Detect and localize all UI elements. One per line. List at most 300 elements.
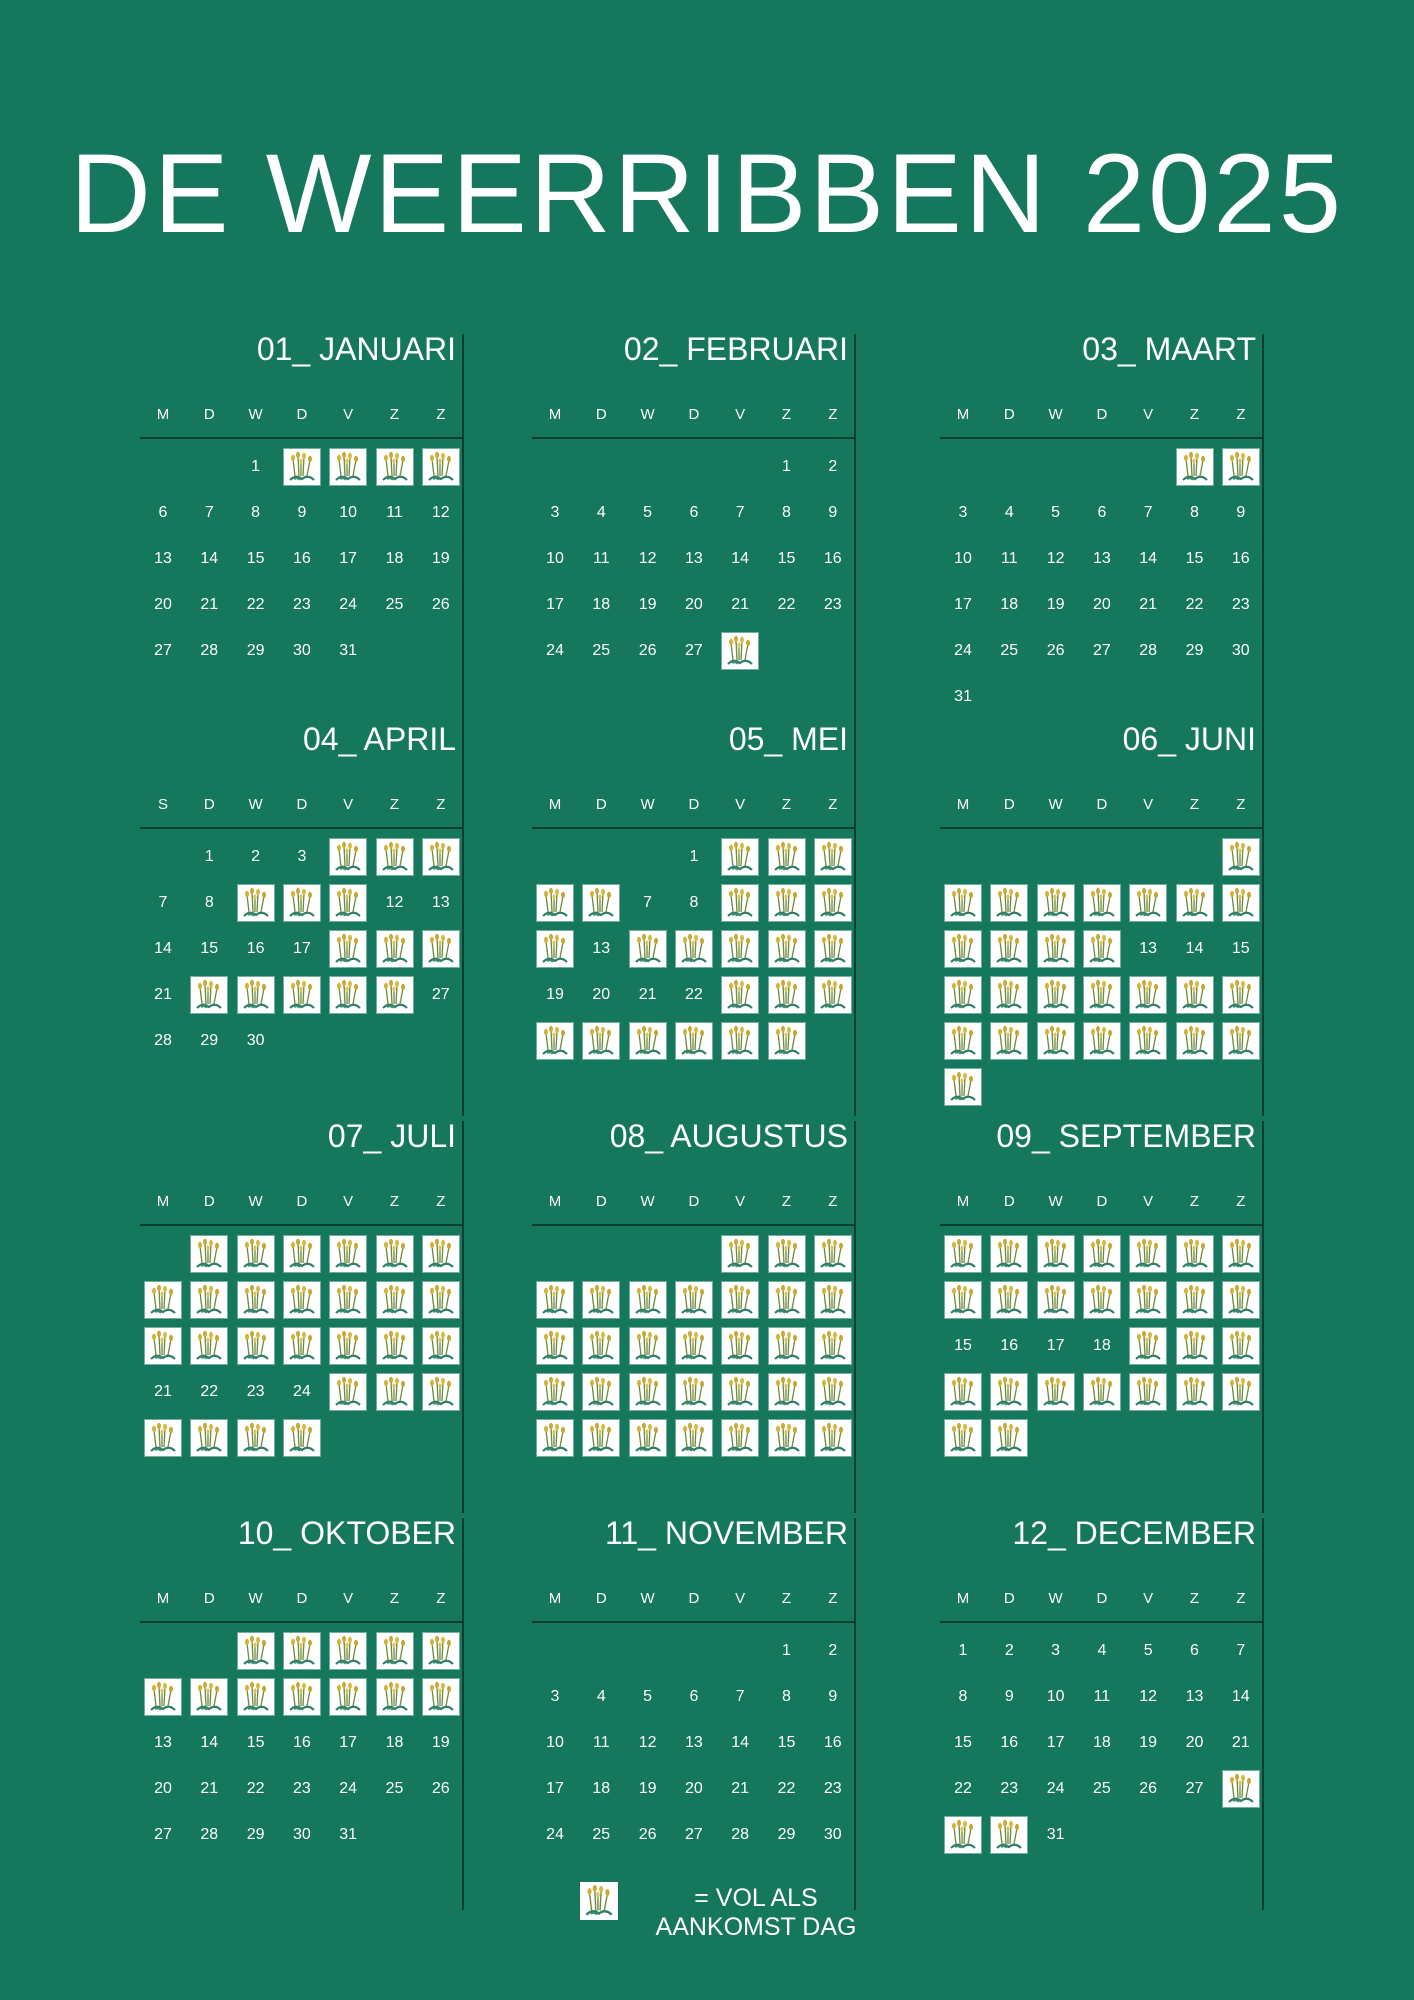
day-17[interactable]: 17 <box>546 596 564 613</box>
day-21[interactable]: 21 <box>200 596 219 613</box>
day-31[interactable]: 31 <box>1046 1826 1065 1843</box>
day-full-5[interactable] <box>372 834 418 880</box>
day-full-7[interactable] <box>1218 1231 1264 1277</box>
day-2[interactable]: 2 <box>1004 1642 1014 1659</box>
day-full-12[interactable] <box>372 1277 418 1323</box>
day-7[interactable]: 7 <box>1143 504 1153 521</box>
day-1[interactable]: 1 <box>958 1642 968 1659</box>
day-full-1[interactable] <box>1172 444 1218 490</box>
day-11[interactable]: 11 <box>1093 1688 1111 1705</box>
day-19[interactable]: 19 <box>431 550 450 567</box>
day-2[interactable]: 2 <box>251 848 261 865</box>
day-17[interactable]: 17 <box>1046 1337 1065 1354</box>
day-20[interactable]: 20 <box>154 596 172 613</box>
day-18[interactable]: 18 <box>385 1734 404 1751</box>
day-full-5[interactable] <box>1079 880 1125 926</box>
day-9[interactable]: 9 <box>1004 1688 1014 1705</box>
day-27[interactable]: 27 <box>684 1826 703 1843</box>
day-28[interactable]: 28 <box>1139 642 1158 659</box>
day-full-27[interactable] <box>418 1369 464 1415</box>
day-full-24[interactable] <box>1033 1369 1079 1415</box>
day-19[interactable]: 19 <box>431 1734 450 1751</box>
day-17[interactable]: 17 <box>546 1780 564 1797</box>
day-full-29[interactable] <box>717 1415 763 1461</box>
day-full-30[interactable] <box>233 1415 279 1461</box>
day-full-26[interactable] <box>1125 1369 1171 1415</box>
day-full-6[interactable] <box>418 1231 464 1277</box>
day-full-20[interactable] <box>1172 1323 1218 1369</box>
day-full-3[interactable] <box>764 834 810 880</box>
day-13[interactable]: 13 <box>1185 1688 1204 1705</box>
day-9[interactable]: 9 <box>828 1688 838 1705</box>
day-full-4[interactable] <box>372 444 418 490</box>
day-18[interactable]: 18 <box>592 596 611 613</box>
day-23[interactable]: 23 <box>1231 596 1250 613</box>
day-8[interactable]: 8 <box>1190 504 1199 521</box>
day-14[interactable]: 14 <box>154 940 172 957</box>
day-full-29[interactable] <box>1218 1018 1264 1064</box>
day-full-11[interactable] <box>325 1277 371 1323</box>
day-full-10[interactable] <box>279 1277 325 1323</box>
day-19[interactable]: 19 <box>638 596 657 613</box>
day-11[interactable]: 11 <box>592 550 610 567</box>
day-full-2[interactable] <box>233 1231 279 1277</box>
day-full-27[interactable] <box>625 1415 671 1461</box>
day-full-21[interactable] <box>1218 1323 1264 1369</box>
day-22[interactable]: 22 <box>246 596 265 613</box>
day-full-30[interactable] <box>986 1812 1032 1858</box>
day-full-25[interactable] <box>325 1369 371 1415</box>
day-full-14[interactable] <box>140 1323 186 1369</box>
day-17[interactable]: 17 <box>339 550 358 567</box>
day-21[interactable]: 21 <box>638 986 657 1003</box>
day-15[interactable]: 15 <box>954 1337 972 1354</box>
day-full-3[interactable] <box>325 1628 371 1674</box>
day-26[interactable]: 26 <box>431 596 450 613</box>
day-22[interactable]: 22 <box>777 596 796 613</box>
day-1[interactable]: 1 <box>251 458 261 475</box>
day-full-12[interactable] <box>578 1323 624 1369</box>
day-full-6[interactable] <box>578 880 624 926</box>
day-12[interactable]: 12 <box>1139 1688 1158 1705</box>
day-22[interactable]: 22 <box>684 986 703 1003</box>
day-8[interactable]: 8 <box>204 894 214 911</box>
day-full-18[interactable] <box>810 926 856 972</box>
day-20[interactable]: 20 <box>154 1780 172 1797</box>
day-17[interactable]: 17 <box>1046 1734 1065 1751</box>
day-full-3[interactable] <box>986 880 1032 926</box>
day-16[interactable]: 16 <box>292 1734 311 1751</box>
day-14[interactable]: 14 <box>731 550 750 567</box>
day-22[interactable]: 22 <box>200 1383 219 1400</box>
day-full-31[interactable] <box>764 1018 810 1064</box>
day-full-16[interactable] <box>764 1323 810 1369</box>
day-full-18[interactable] <box>325 1323 371 1369</box>
day-full-9[interactable] <box>940 926 986 972</box>
day-full-30[interactable] <box>940 1064 986 1110</box>
day-7[interactable]: 7 <box>158 894 168 911</box>
day-21[interactable]: 21 <box>731 1780 750 1797</box>
day-25[interactable]: 25 <box>1000 642 1019 659</box>
day-full-28[interactable] <box>671 1415 717 1461</box>
day-24[interactable]: 24 <box>954 642 972 659</box>
day-full-6[interactable] <box>418 834 464 880</box>
day-27[interactable]: 27 <box>1092 642 1111 659</box>
day-20[interactable]: 20 <box>1092 596 1111 613</box>
day-14[interactable]: 14 <box>200 1734 219 1751</box>
day-13[interactable]: 13 <box>154 550 172 567</box>
day-24[interactable]: 24 <box>546 1826 564 1843</box>
day-full-16[interactable] <box>717 926 763 972</box>
day-18[interactable]: 18 <box>1092 1337 1111 1354</box>
day-31[interactable]: 31 <box>954 688 972 705</box>
day-full-19[interactable] <box>372 1323 418 1369</box>
day-29[interactable]: 29 <box>1185 642 1204 659</box>
day-full-8[interactable] <box>940 1277 986 1323</box>
day-6[interactable]: 6 <box>689 1688 699 1705</box>
day-25[interactable]: 25 <box>385 596 404 613</box>
day-25[interactable]: 25 <box>1092 1780 1111 1797</box>
day-17[interactable]: 17 <box>292 940 311 957</box>
day-24[interactable]: 24 <box>339 596 358 613</box>
day-12[interactable]: 12 <box>1046 550 1065 567</box>
day-14[interactable]: 14 <box>1231 1688 1250 1705</box>
day-7[interactable]: 7 <box>1236 1642 1246 1659</box>
day-24[interactable]: 24 <box>546 642 564 659</box>
day-full-2[interactable] <box>279 1628 325 1674</box>
day-11[interactable]: 11 <box>386 504 403 521</box>
day-26[interactable]: 26 <box>1139 1780 1158 1797</box>
day-full-7[interactable] <box>1172 880 1218 926</box>
day-21[interactable]: 21 <box>1231 1734 1250 1751</box>
day-full-11[interactable] <box>372 1674 418 1720</box>
day-21[interactable]: 21 <box>154 986 172 1003</box>
day-15[interactable]: 15 <box>954 1734 972 1751</box>
day-full-20[interactable] <box>418 926 464 972</box>
day-full-15[interactable] <box>186 1323 232 1369</box>
day-full-15[interactable] <box>717 1323 763 1369</box>
day-7[interactable]: 7 <box>204 504 214 521</box>
day-full-5[interactable] <box>1125 1231 1171 1277</box>
day-21[interactable]: 21 <box>200 1780 219 1797</box>
day-16[interactable]: 16 <box>823 550 842 567</box>
day-full-20[interactable] <box>418 1323 464 1369</box>
day-full-15[interactable] <box>671 926 717 972</box>
day-23[interactable]: 23 <box>823 596 842 613</box>
day-5[interactable]: 5 <box>1143 1642 1153 1659</box>
day-19[interactable]: 19 <box>1139 1734 1158 1751</box>
day-full-25[interactable] <box>532 1415 578 1461</box>
day-full-24[interactable] <box>986 1018 1032 1064</box>
day-19[interactable]: 19 <box>638 1780 657 1797</box>
day-3[interactable]: 3 <box>1051 1642 1061 1659</box>
day-full-1[interactable] <box>717 1231 763 1277</box>
day-23[interactable]: 23 <box>823 1780 842 1797</box>
day-30[interactable]: 30 <box>1231 642 1250 659</box>
day-full-23[interactable] <box>764 1369 810 1415</box>
day-full-25[interactable] <box>810 972 856 1018</box>
day-full-30[interactable] <box>717 1018 763 1064</box>
day-1[interactable]: 1 <box>204 848 214 865</box>
day-30[interactable]: 30 <box>246 1032 265 1049</box>
day-full-6[interactable] <box>1125 880 1171 926</box>
day-full-11[interactable] <box>1033 926 1079 972</box>
day-full-13[interactable] <box>1172 1277 1218 1323</box>
day-full-21[interactable] <box>671 1369 717 1415</box>
day-15[interactable]: 15 <box>1185 550 1204 567</box>
day-13[interactable]: 13 <box>592 940 611 957</box>
day-13[interactable]: 13 <box>154 1734 172 1751</box>
day-full-11[interactable] <box>1079 1277 1125 1323</box>
day-full-11[interactable] <box>325 880 371 926</box>
day-full-10[interactable] <box>279 880 325 926</box>
day-full-18[interactable] <box>325 926 371 972</box>
day-15[interactable]: 15 <box>1231 940 1250 957</box>
day-full-16[interactable] <box>940 972 986 1018</box>
day-12[interactable]: 12 <box>638 550 657 567</box>
day-24[interactable]: 24 <box>292 1383 311 1400</box>
day-full-28[interactable] <box>1218 1766 1264 1812</box>
day-13[interactable]: 13 <box>431 894 450 911</box>
day-full-18[interactable] <box>1033 972 1079 1018</box>
day-full-22[interactable] <box>940 1369 986 1415</box>
day-full-26[interactable] <box>532 1018 578 1064</box>
day-full-30[interactable] <box>764 1415 810 1461</box>
day-full-19[interactable] <box>372 926 418 972</box>
day-full-4[interactable] <box>325 1231 371 1277</box>
day-full-5[interactable] <box>578 1277 624 1323</box>
day-full-27[interactable] <box>1125 1018 1171 1064</box>
day-full-5[interactable] <box>372 1231 418 1277</box>
day-2[interactable]: 2 <box>828 458 838 475</box>
day-full-3[interactable] <box>279 1231 325 1277</box>
day-8[interactable]: 8 <box>782 504 791 521</box>
day-10[interactable]: 10 <box>546 550 564 567</box>
day-full-9[interactable] <box>986 1277 1032 1323</box>
day-full-22[interactable] <box>1218 972 1264 1018</box>
day-13[interactable]: 13 <box>684 1734 703 1751</box>
day-full-26[interactable] <box>372 1369 418 1415</box>
day-26[interactable]: 26 <box>638 642 657 659</box>
day-full-22[interactable] <box>186 972 232 1018</box>
day-full-8[interactable] <box>233 1674 279 1720</box>
day-7[interactable]: 7 <box>643 894 653 911</box>
day-full-28[interactable] <box>1218 1369 1264 1415</box>
day-6[interactable]: 6 <box>689 504 699 521</box>
day-7[interactable]: 7 <box>735 1688 745 1705</box>
day-9[interactable]: 9 <box>828 504 838 521</box>
day-full-17[interactable] <box>279 1323 325 1369</box>
day-22[interactable]: 22 <box>246 1780 265 1797</box>
day-21[interactable]: 21 <box>154 1383 172 1400</box>
day-26[interactable]: 26 <box>638 1826 657 1843</box>
day-full-1[interactable] <box>186 1231 232 1277</box>
day-full-10[interactable] <box>810 1277 856 1323</box>
day-8[interactable]: 8 <box>251 504 261 521</box>
day-28[interactable]: 28 <box>154 1032 172 1049</box>
day-full-27[interactable] <box>578 1018 624 1064</box>
day-28[interactable]: 28 <box>200 1826 219 1843</box>
day-full-12[interactable] <box>418 1674 464 1720</box>
day-19[interactable]: 19 <box>546 986 564 1003</box>
day-15[interactable]: 15 <box>777 1734 796 1751</box>
day-full-18[interactable] <box>532 1369 578 1415</box>
day-15[interactable]: 15 <box>246 550 265 567</box>
day-full-10[interactable] <box>1033 1277 1079 1323</box>
day-full-25[interactable] <box>1079 1369 1125 1415</box>
day-27[interactable]: 27 <box>154 1826 172 1843</box>
day-full-6[interactable] <box>140 1674 186 1720</box>
day-11[interactable]: 11 <box>592 1734 610 1751</box>
day-full-24[interactable] <box>279 972 325 1018</box>
day-full-19[interactable] <box>578 1369 624 1415</box>
day-full-12[interactable] <box>532 926 578 972</box>
day-full-14[interactable] <box>671 1323 717 1369</box>
day-full-9[interactable] <box>717 880 763 926</box>
day-31[interactable]: 31 <box>339 642 358 659</box>
day-6[interactable]: 6 <box>1097 504 1107 521</box>
day-17[interactable]: 17 <box>339 1734 358 1751</box>
day-31[interactable]: 31 <box>339 1826 358 1843</box>
day-1[interactable]: 1 <box>689 848 699 865</box>
day-13[interactable]: 13 <box>1092 550 1111 567</box>
day-22[interactable]: 22 <box>1185 596 1204 613</box>
day-full-28[interactable] <box>717 628 763 674</box>
day-18[interactable]: 18 <box>592 1780 611 1797</box>
day-17[interactable]: 17 <box>954 596 972 613</box>
day-10[interactable]: 10 <box>546 1734 564 1751</box>
day-full-28[interactable] <box>140 1415 186 1461</box>
day-25[interactable]: 25 <box>385 1780 404 1797</box>
day-full-27[interactable] <box>1172 1369 1218 1415</box>
day-20[interactable]: 20 <box>592 986 611 1003</box>
day-full-14[interactable] <box>625 926 671 972</box>
day-21[interactable]: 21 <box>731 596 750 613</box>
day-3[interactable]: 3 <box>550 504 560 521</box>
day-full-23[interactable] <box>986 1369 1032 1415</box>
day-full-25[interactable] <box>1033 1018 1079 1064</box>
day-20[interactable]: 20 <box>1185 1734 1204 1751</box>
day-16[interactable]: 16 <box>1000 1337 1019 1354</box>
day-25[interactable]: 25 <box>592 1826 611 1843</box>
day-22[interactable]: 22 <box>954 1780 972 1797</box>
day-full-29[interactable] <box>940 1415 986 1461</box>
day-full-5[interactable] <box>532 880 578 926</box>
day-full-29[interactable] <box>940 1812 986 1858</box>
day-23[interactable]: 23 <box>292 1780 311 1797</box>
day-23[interactable]: 23 <box>246 1383 265 1400</box>
day-3[interactable]: 3 <box>550 1688 560 1705</box>
day-27[interactable]: 27 <box>154 642 172 659</box>
day-24[interactable]: 24 <box>1046 1780 1065 1797</box>
day-full-9[interactable] <box>233 1277 279 1323</box>
day-4[interactable]: 4 <box>1097 1642 1107 1659</box>
day-full-9[interactable] <box>764 1277 810 1323</box>
day-full-8[interactable] <box>1218 880 1264 926</box>
day-8[interactable]: 8 <box>689 894 699 911</box>
day-full-4[interactable] <box>1033 880 1079 926</box>
day-9[interactable]: 9 <box>297 504 307 521</box>
day-full-23[interactable] <box>717 972 763 1018</box>
day-full-10[interactable] <box>986 926 1032 972</box>
day-23[interactable]: 23 <box>292 596 311 613</box>
day-full-31[interactable] <box>810 1415 856 1461</box>
day-21[interactable]: 21 <box>1139 596 1158 613</box>
day-30[interactable]: 30 <box>292 1826 311 1843</box>
day-full-4[interactable] <box>532 1277 578 1323</box>
day-full-17[interactable] <box>986 972 1032 1018</box>
day-27[interactable]: 27 <box>684 642 703 659</box>
day-6[interactable]: 6 <box>1190 1642 1199 1659</box>
day-full-20[interactable] <box>625 1369 671 1415</box>
day-27[interactable]: 27 <box>431 986 450 1003</box>
day-full-2[interactable] <box>717 834 763 880</box>
day-full-25[interactable] <box>325 972 371 1018</box>
day-full-6[interactable] <box>1172 1231 1218 1277</box>
day-14[interactable]: 14 <box>731 1734 750 1751</box>
day-full-2[interactable] <box>986 1231 1032 1277</box>
day-full-9[interactable] <box>233 880 279 926</box>
day-16[interactable]: 16 <box>292 550 311 567</box>
day-full-26[interactable] <box>372 972 418 1018</box>
day-20[interactable]: 20 <box>684 596 703 613</box>
day-29[interactable]: 29 <box>200 1032 219 1049</box>
day-full-4[interactable] <box>325 834 371 880</box>
day-full-17[interactable] <box>764 926 810 972</box>
day-2[interactable]: 2 <box>828 1642 838 1659</box>
day-10[interactable]: 10 <box>1046 1688 1065 1705</box>
day-full-5[interactable] <box>418 444 464 490</box>
day-5[interactable]: 5 <box>643 504 653 521</box>
day-30[interactable]: 30 <box>292 642 311 659</box>
day-23[interactable]: 23 <box>1000 1780 1019 1797</box>
day-26[interactable]: 26 <box>431 1780 450 1797</box>
day-full-12[interactable] <box>1125 1277 1171 1323</box>
day-full-24[interactable] <box>764 972 810 1018</box>
day-full-2[interactable] <box>279 444 325 490</box>
day-full-20[interactable] <box>1125 972 1171 1018</box>
day-12[interactable]: 12 <box>431 504 450 521</box>
day-14[interactable]: 14 <box>200 550 219 567</box>
day-27[interactable]: 27 <box>1185 1780 1204 1797</box>
day-full-5[interactable] <box>418 1628 464 1674</box>
day-13[interactable]: 13 <box>1139 940 1158 957</box>
day-full-4[interactable] <box>1079 1231 1125 1277</box>
day-full-31[interactable] <box>279 1415 325 1461</box>
day-16[interactable]: 16 <box>1231 550 1250 567</box>
day-30[interactable]: 30 <box>823 1826 842 1843</box>
day-full-23[interactable] <box>233 972 279 1018</box>
day-full-13[interactable] <box>418 1277 464 1323</box>
day-full-1[interactable] <box>233 1628 279 1674</box>
day-full-28[interactable] <box>1172 1018 1218 1064</box>
day-6[interactable]: 6 <box>158 504 168 521</box>
day-4[interactable]: 4 <box>596 504 606 521</box>
day-18[interactable]: 18 <box>1000 596 1019 613</box>
day-full-13[interactable] <box>625 1323 671 1369</box>
day-full-10[interactable] <box>325 1674 371 1720</box>
day-4[interactable]: 4 <box>1004 504 1014 521</box>
day-full-7[interactable] <box>186 1674 232 1720</box>
day-8[interactable]: 8 <box>958 1688 968 1705</box>
day-29[interactable]: 29 <box>246 1826 265 1843</box>
day-full-1[interactable] <box>940 1231 986 1277</box>
day-3[interactable]: 3 <box>958 504 968 521</box>
day-15[interactable]: 15 <box>777 550 796 567</box>
day-full-4[interactable] <box>810 834 856 880</box>
day-29[interactable]: 29 <box>777 1826 796 1843</box>
day-full-28[interactable] <box>625 1018 671 1064</box>
